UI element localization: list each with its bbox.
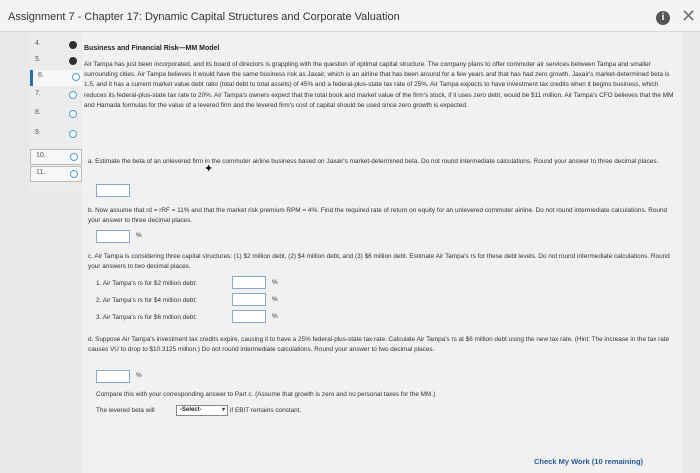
header-bar	[0, 0, 700, 32]
problem-title: Business and Financial Risk—MM Model	[84, 45, 220, 52]
assignment-title: Assignment 7 - Chapter 17: Dynamic Capital Structures and Corporate Valuation	[8, 11, 400, 23]
question-number: 4.	[35, 40, 41, 47]
status-dot-icon	[69, 57, 77, 65]
question-nav-item-10[interactable]	[30, 149, 82, 165]
question-nav-item-11[interactable]	[30, 166, 82, 182]
status-dot-icon	[72, 73, 80, 81]
part-c1-label: 1. Air Tampa's rs for $2 million debt:	[96, 280, 197, 287]
check-my-work-button[interactable]: Check My Work (10 remaining)	[534, 457, 644, 466]
question-number: 10.	[36, 152, 46, 159]
question-number: 11.	[36, 169, 46, 176]
status-dot-icon	[69, 130, 77, 138]
levered-beta-select[interactable]	[176, 405, 228, 416]
question-number: 7.	[35, 90, 41, 97]
part-d-input[interactable]	[96, 370, 130, 383]
part-c3-label: 3. Air Tampa's rs for $6 million debt:	[96, 314, 197, 321]
status-dot-icon	[69, 110, 77, 118]
part-d-percent: %	[136, 372, 142, 379]
part-a-text: a. Estimate the beta of an unlevered firm in the commuter airline business based on Jaxair's market-determined beta. Do not round intermediate calculations. Round your answer to three decimal places.	[88, 158, 659, 165]
question-number: 8.	[35, 109, 41, 116]
question-nav-item-6[interactable]	[30, 70, 82, 86]
problem-paragraph: Air Tampa has just been incorporated, and its board of directors is grappling with the question of optimal capital structure. The company plans to offer commuter air services between Tampa and smaller surrounding cities. Air Tampa believes it would have the same business risk as Jaxair, which is an airline that has been around for a few years and that has had zero growth. Jaxair's market-determined beta is 1.5, and it has a current market value debt ratio (total debt to total assets) of 45% and a federal-plus-state tax rate of 25%. Air Tampa expects to have investment tax credits when it begins business, which reduces its federal-plus-state tax rate to 20%. Air Tampa's owners expect that the total book and market value of the firm's stock, if it uses zero debt, would be $11 million. Air Tampa's CFO believes that the MM and Hamada formulas for the value of a levered firm and the levered firm's cost of capital should be used since zero growth is expected.	[84, 61, 674, 109]
question-nav	[30, 32, 82, 192]
levered-beta-prefix: The levered beta will	[96, 407, 155, 414]
part-b-text: b. Now assume that rd = rRF = 11% and that the market risk premium RPM = 4%. Find the required rate of return on equity for an unlevered commuter airline. Do not round intermediate calculations. Round your answer to three decimal places.	[88, 207, 668, 224]
part-b-input[interactable]	[96, 230, 130, 243]
part-c3-percent: %	[272, 313, 278, 320]
part-d-text: d. Suppose Air Tampa's investment tax credits expire, causing it to have a 25% federal-plus-state tax rate. Calculate Air Tampa's rs at $6 million debt using the new tax rate. (Hint: The increase in the tax rate causes VU to drop to $10.3125 million.) Do not round intermediate calculations. Round your answer to two decimal places.	[88, 336, 670, 353]
compare-text: Compare this with your corresponding answer to Part c. (Assume that growth is zero and no personal taxes for the MM.)	[96, 391, 436, 398]
levered-beta-suffix: if EBIT remains constant.	[230, 407, 302, 414]
cursor-icon: ✦	[204, 163, 214, 175]
part-c2-input[interactable]	[232, 293, 266, 306]
status-dot-icon	[70, 153, 78, 161]
part-c1-input[interactable]	[232, 276, 266, 289]
part-b-percent: %	[136, 232, 142, 239]
part-c2-label: 2. Air Tampa's rs for $4 million debt:	[96, 297, 197, 304]
question-nav-item-8[interactable]	[30, 107, 82, 123]
part-c1-percent: %	[272, 279, 278, 286]
part-a-input[interactable]	[96, 184, 130, 197]
question-nav-item-9[interactable]	[30, 127, 82, 143]
chevron-down-icon: ▾	[221, 407, 225, 413]
status-dot-icon	[69, 91, 77, 99]
part-c-text: c. Air Tampa is considering three capital structures: (1) $2 million debt, (2) $4 million debt, and (3) $6 million debt. Estimate Air Tampa's rs for these debt levels. Do not round intermediate calculations. Round your answers to two decimal places.	[88, 253, 670, 270]
problem-content	[82, 32, 682, 473]
select-value: -Select-	[180, 407, 202, 413]
status-dot-icon	[70, 170, 78, 178]
question-nav-item-7[interactable]	[30, 88, 82, 104]
part-c3-input[interactable]	[232, 310, 266, 323]
close-icon[interactable]: ✕	[681, 6, 697, 26]
question-number: 6.	[38, 72, 44, 79]
info-icon[interactable]: i	[656, 11, 670, 25]
question-number: 5.	[35, 56, 41, 63]
question-nav-item-5[interactable]	[30, 54, 82, 70]
question-number: 9.	[35, 129, 41, 136]
part-c2-percent: %	[272, 296, 278, 303]
question-nav-item-4[interactable]	[30, 38, 82, 54]
status-dot-icon	[69, 41, 77, 49]
